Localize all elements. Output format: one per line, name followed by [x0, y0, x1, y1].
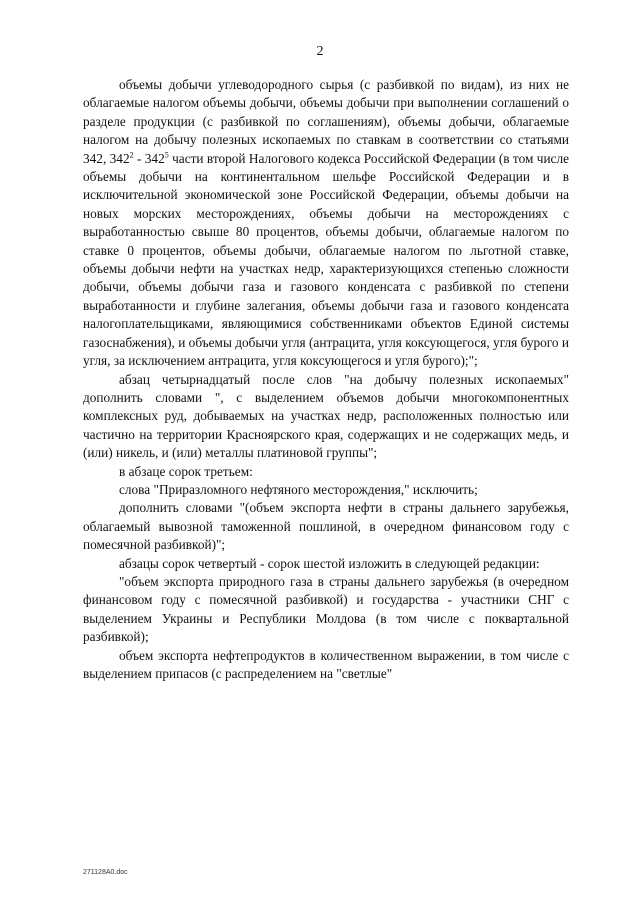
- paragraph-1: [83, 76, 569, 371]
- paragraph-3: в абзаце сорок третьем:: [119, 463, 253, 479]
- superscript-5: 5: [164, 150, 169, 160]
- paragraph-1-text-b: - 342: [133, 150, 165, 166]
- file-name-footer: 271128A0.doc: [83, 869, 128, 876]
- document-body: [83, 76, 569, 683]
- paragraph-1-text-a: объемы добычи углеводородного сырья (с разбивкой по видам), из них не облагаемые налогом объемы добычи, объемы добычи при выполнении соглашений о разделе продукции (с разбивкой по соглашениям), объемы добычи, облагаемые налогом на добычу полезных ископаемых по ставкам в соответствии со статьями 342, 342: [83, 77, 569, 166]
- paragraph-5: дополнить словами "(объем экспорта нефти в страны дальнего зарубежья, облагаемый вывозной таможенной пошлиной, в очередном финансовом году с помесячной разбивкой)";: [83, 500, 569, 553]
- paragraph-2: абзац четырнадцатый после слов "на добычу полезных ископаемых" дополнить словами ", с выделением объемов добычи многокомпонентных комплексных руд, добываемых на участках недр, расположенных полностью или частично на территории Красноярского края, содержащих и не содержащих медь, и (или) никель, и (или) металлы платиновой группы";: [83, 371, 569, 461]
- paragraph-4: слова "Приразломного нефтяного месторождения," исключить;: [119, 481, 478, 497]
- paragraph-6: абзацы сорок четвертый - сорок шестой изложить в следующей редакции:: [119, 555, 540, 571]
- paragraph-1-text-c: части второй Налогового кодекса Российской Федерации (в том числе объемы добычи на континентальном шельфе Российской Федерации и в исключительной экономической зоне Российской Федерации, объемы добычи на новых морских месторождениях, объемы добычи на месторождениях с выработанностью свыше 80 процентов, объемы добычи, облагаемые налогом по ставке 0 процентов, объемы добычи, облагаемые налогом по льготной ставке, объемы добычи нефти на участках недр, характеризующихся степенью сложности добычи, объемы добычи газа и газового конденсата с разбивкой по степени выработанности и глубине залегания, объемы добычи газа и газового конденсата налогоплательщиками, являющимися собственниками объектов Единой системы газоснабжения), и объемы добычи угля (антрацита, угля коксующегося, угля бурого и угля, за исключением антрацита, угля коксующегося и угля бурого);";: [83, 150, 569, 369]
- paragraph-7: "объем экспорта природного газа в страны дальнего зарубежья (в очередном финансовом году с помесячной разбивкой) и государства - участники СНГ с выделением Украины и Республики Молдова (в том числе с поквартальной разбивкой);: [83, 573, 569, 645]
- page-number: 2: [316, 44, 324, 59]
- paragraph-8: объем экспорта нефтепродуктов в количественном выражении, в том числе с выделением припасов (с распределением на "светлые": [83, 647, 569, 681]
- superscript-2: 2: [129, 150, 134, 160]
